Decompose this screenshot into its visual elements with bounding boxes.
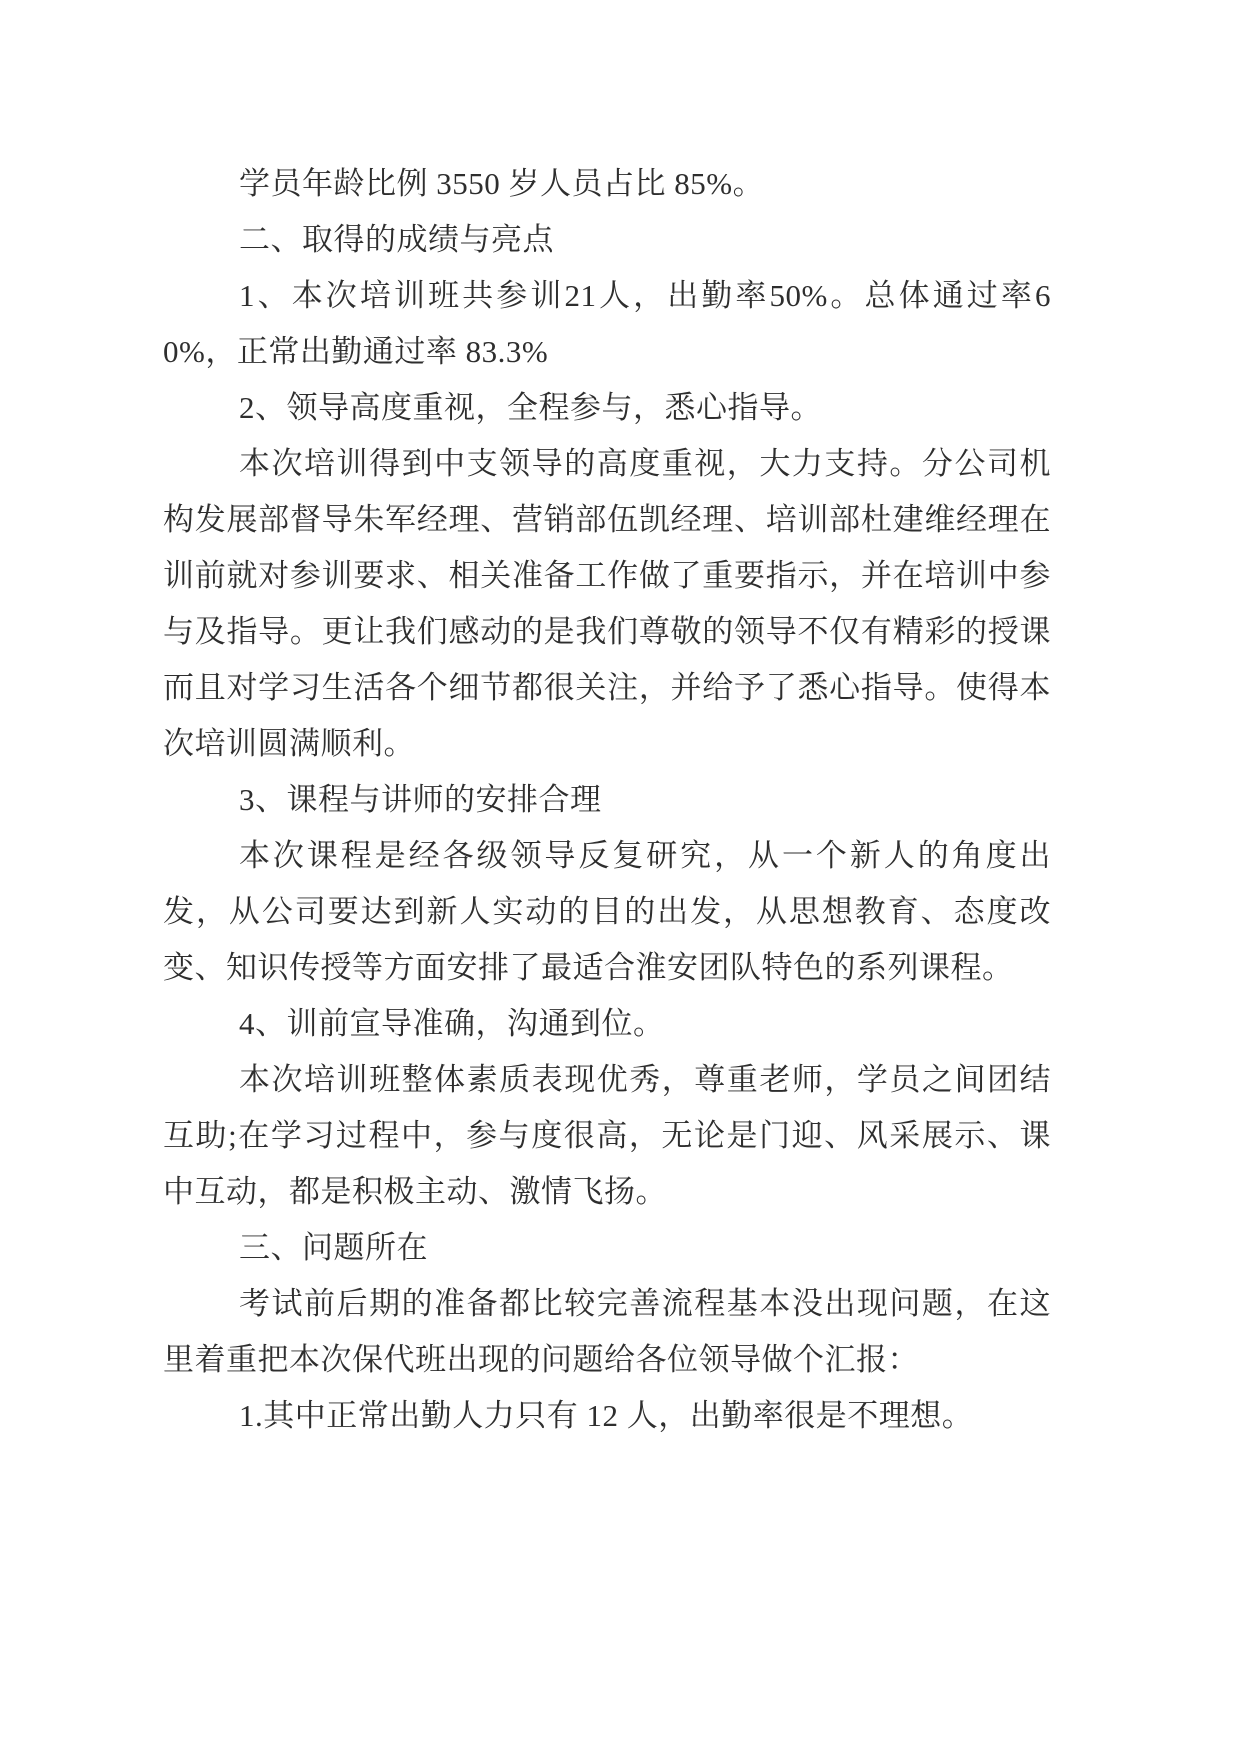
paragraph-problems-intro: 考试前后期的准备都比较完善流程基本没出现问题，在这里着重把本次保代班出现的问题给各位领导做个汇报： [163, 1286, 1051, 1377]
paragraph-curriculum-detail: 本次课程是经各级领导反复研究，从一个新人的角度出发，从公司要达到新人实动的目的出发，从思想教育、态度改变、知识传授等方面安排了最适合淮安团队特色的系列课程。 [163, 838, 1051, 985]
paragraph-leadership-detail: 本次培训得到中支领导的高度重视，大力支持。分公司机构发展部督导朱军经理、营销部伍凯经理、培训部杜建维经理在训前就对参训要求、相关准备工作做了重要指示，并在培训中参与及指导。更让我们感动的是我们尊敬的领导不仅有精彩的授课而且对学习生活各个细节都很关注，并给予了悉心指导。使得本次培训圆满顺利。 [163, 446, 1051, 761]
paragraph-problem-attendance: 1.其中正常出勤人力只有 12 人，出勤率很是不理想。 [239, 1398, 974, 1433]
item-heading-pre-training: 4、训前宣导准确，沟通到位。 [239, 1006, 665, 1041]
paragraph-age-ratio: 学员年龄比例 3550 岁人员占比 85%。 [239, 166, 765, 201]
paragraph-attendance-stats: 1、本次培训班共参训21人，出勤率50%。总体通过率60%，正常出勤通过率 83.3% [163, 278, 1051, 369]
item-heading-curriculum: 3、课程与讲师的安排合理 [239, 782, 602, 817]
paragraph-trainee-quality: 本次培训班整体素质表现优秀，尊重老师，学员之间团结互助;在学习过程中，参与度很高，无论是门迎、风采展示、课中互动，都是积极主动、激情飞扬。 [163, 1062, 1051, 1209]
item-heading-leadership: 2、领导高度重视，全程参与，悉心指导。 [239, 390, 822, 425]
document-body [163, 156, 1051, 1444]
section-heading-achievements: 二、取得的成绩与亮点 [239, 222, 554, 257]
section-heading-problems: 三、问题所在 [239, 1230, 428, 1265]
